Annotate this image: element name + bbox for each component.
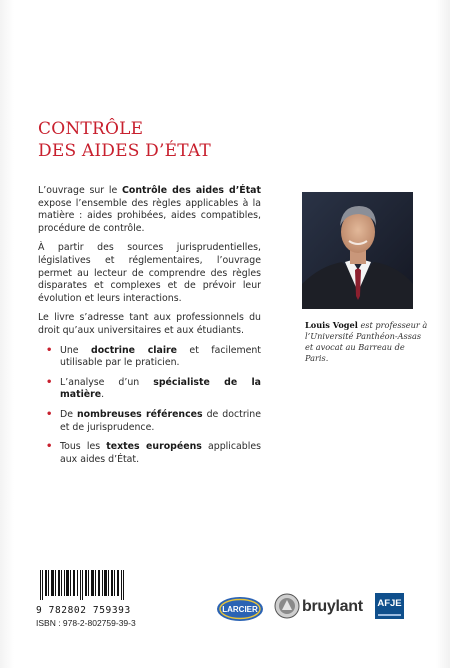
bullet-text: . <box>101 389 105 401</box>
list-item <box>46 409 261 434</box>
barcode-block <box>36 570 136 628</box>
author-name: Louis Vogel <box>305 320 358 330</box>
bullet-bold: doctrine claire <box>90 344 178 356</box>
bullet-text: Une <box>60 344 91 356</box>
barcode-icon <box>36 570 132 600</box>
afje-logo-stripe <box>378 614 401 616</box>
bullet-text: applicables aux aides d’État. <box>60 441 261 465</box>
bullet-bold: textes européens <box>106 441 202 453</box>
intro-paragraph-2: À partir des sources jurisprudentielles, législatives et réglementaires, l’ouvrage permet au lecteur de comprendre des règles disparates et complexes et de prévoir leur évolution et leurs interactions. <box>38 242 261 304</box>
bullet-text: Tous les <box>60 441 107 453</box>
list-item <box>46 345 261 370</box>
afje-logo <box>375 593 404 619</box>
intro-paragraph-3: Le livre s’adresse tant aux professionnels du droit qu’aux universitaires et aux étudiants. <box>38 312 261 336</box>
title-line-1: CONTRÔLE <box>38 119 144 139</box>
author-photo <box>302 192 413 309</box>
author-role: est professeur à l’Université Panthéon-Assas et avocat au Barreau de Paris. <box>305 320 428 363</box>
bullet-text: et facilement utilisable par le praticien. <box>60 344 261 369</box>
larcier-logo-text: LARCIER <box>222 605 258 614</box>
bullet-text: de doctrine et de jurisprudence. <box>60 408 261 433</box>
bullet-bold: nombreuses références <box>76 408 203 420</box>
afje-logo-text: AFJE <box>377 598 402 609</box>
list-item <box>46 377 261 402</box>
intro-text: L’ouvrage sur le <box>38 185 123 196</box>
description <box>38 185 261 473</box>
bullet-text: L’analyse d’un <box>60 376 154 388</box>
title-line-2: DES AIDES D’ÉTAT <box>38 141 211 161</box>
bullet-marker: • <box>46 441 53 453</box>
bullet-marker: • <box>46 376 53 388</box>
intro-text-end: expose l’ensemble des règles applicables à la matière : aides prohibées, aides compatibles, procédure de contrôle. <box>38 197 261 234</box>
author-bio <box>305 320 430 364</box>
intro-paragraph-1 <box>38 185 261 235</box>
bullet-marker: • <box>46 408 53 420</box>
larcier-logo-icon <box>216 596 264 622</box>
barcode-digits: 9 782802 759393 <box>36 605 131 616</box>
bullet-text: De <box>60 408 77 420</box>
publisher-logos <box>216 590 416 630</box>
bullet-bold: spécialiste de la matière <box>60 376 262 401</box>
author-portrait-icon <box>302 192 413 309</box>
book-title <box>38 118 211 162</box>
list-item <box>46 441 261 466</box>
intro-bold-title: Contrôle des aides d’État <box>122 185 261 196</box>
feature-list <box>38 345 261 467</box>
seal-logo-icon <box>274 592 300 622</box>
isbn-number: ISBN : 978-2-802759-39-3 <box>36 618 136 628</box>
bruylant-logo: bruylant <box>302 598 363 615</box>
bullet-marker: • <box>46 344 53 356</box>
